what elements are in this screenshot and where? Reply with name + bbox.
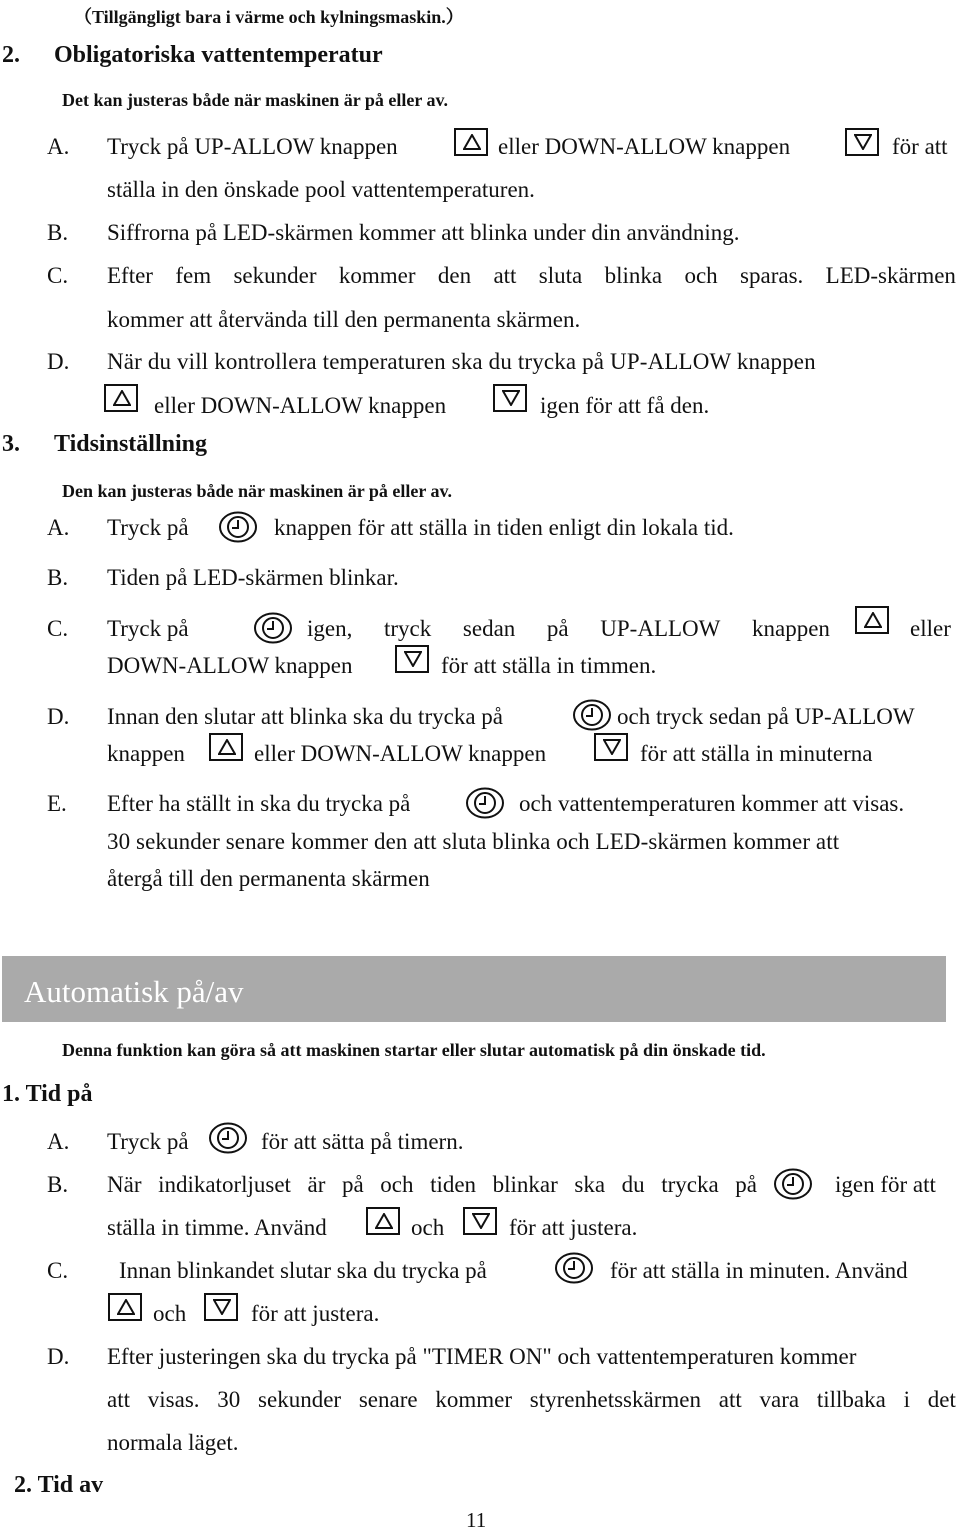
step-text: Innan den slutar att blinka ska du trycka på [107, 704, 503, 729]
step-label: D. [47, 1344, 70, 1369]
auto-intro: Denna funktion kan göra så att maskinen startar eller slutar automatisk på din önskade tid. [62, 1040, 766, 1060]
step-text: för att [892, 134, 948, 159]
step-text-justified: När indikatorljuset är på och tiden blinkar ska du trycka på [107, 1172, 757, 1197]
up-arrow-button-icon [108, 1293, 142, 1321]
step-text: normala läget. [107, 1430, 239, 1455]
step-text: 30 sekunder senare kommer den att sluta blinka och LED-skärmen kommer att [107, 829, 840, 854]
step-text: återgå till den permanenta skärmen [107, 866, 430, 891]
step-text: Tiden på LED-skärmen blinkar. [107, 565, 399, 590]
clock-button-icon [773, 1168, 813, 1200]
step-label: A. [47, 515, 70, 540]
up-arrow-button-icon [104, 384, 138, 412]
step-text: ställa in den önskade pool vattentemperaturen. [107, 177, 535, 202]
step-label: B. [47, 220, 69, 245]
step-text: Efter ha ställt in ska du trycka på [107, 791, 411, 816]
clock-button-icon [218, 511, 258, 543]
subsection-title: 1. Tid på [2, 1081, 93, 1107]
step-text: Efter justeringen ska du trycka på "TIMER ON" och vattentemperaturen kommer [107, 1344, 857, 1369]
step-text: och vattentemperaturen kommer att visas. [519, 791, 905, 816]
step-text: Tryck på [107, 1129, 189, 1154]
availability-note: （Tillgängligt bara i värme och kylningsmaskin.） [74, 7, 464, 27]
step-label: B. [47, 1172, 69, 1197]
step-text: eller [910, 616, 951, 641]
section-2-number: 2. [2, 42, 20, 68]
step-text: och [153, 1301, 187, 1326]
down-arrow-button-icon [204, 1293, 238, 1321]
step-text: för att ställa in minuten. Använd [610, 1258, 908, 1283]
step-text: DOWN-ALLOW knappen [107, 653, 353, 678]
step-text: för att sätta på timern. [261, 1129, 464, 1154]
page-number: 11 [466, 1508, 487, 1532]
clock-button-icon [465, 787, 505, 819]
step-text: kommer att återvända till den permanenta skärmen. [107, 307, 581, 332]
step-label: B. [47, 565, 69, 590]
down-arrow-button-icon [594, 733, 628, 761]
step-text: för att justera. [251, 1301, 380, 1326]
step-text: igen för att få den. [540, 393, 710, 418]
down-arrow-button-icon [845, 128, 879, 156]
step-text-justified: att visas. 30 sekunder senare kommer styrenhetsskärmen att vara tillbaka i det [107, 1387, 956, 1412]
clock-button-icon [572, 699, 612, 731]
step-label: C. [47, 1258, 69, 1283]
down-arrow-button-icon [493, 384, 527, 412]
step-text: knappen [107, 741, 185, 766]
step-text: Tryck på [107, 515, 189, 540]
step-text: för att justera. [509, 1215, 638, 1240]
step-text: Tryck på UP-ALLOW knappen [107, 134, 398, 159]
up-arrow-button-icon [855, 606, 889, 634]
step-text: för att ställa in timmen. [441, 653, 657, 678]
step-text: igen för att [835, 1172, 936, 1197]
section-2-title: Obligatoriska vattentemperatur [54, 42, 383, 68]
section-3-title: Tidsinställning [54, 431, 207, 457]
up-arrow-button-icon [209, 733, 243, 761]
down-arrow-button-icon [463, 1207, 497, 1235]
section-3-number: 3. [2, 431, 20, 457]
step-label: D. [47, 349, 70, 374]
step-text: och [411, 1215, 445, 1240]
step-text: ställa in timme. Använd [107, 1215, 327, 1240]
step-text: och tryck sedan på UP-ALLOW [617, 704, 915, 729]
section-3-intro: Den kan justeras både när maskinen är på eller av. [62, 481, 453, 501]
step-label: C. [47, 616, 69, 641]
step-text: När du vill kontrollera temperaturen ska du trycka på UP-ALLOW knappen [107, 349, 816, 374]
step-label: A. [47, 1129, 70, 1154]
up-arrow-button-icon [454, 128, 488, 156]
step-label: A. [47, 134, 70, 159]
step-text: Siffrorna på LED-skärmen kommer att blinka under din användning. [107, 220, 740, 245]
banner-title: Automatisk på/av [24, 974, 244, 1009]
step-label: E. [47, 791, 67, 816]
section-2-intro: Det kan justeras både när maskinen är på eller av. [62, 90, 449, 110]
step-label: C. [47, 263, 69, 288]
step-text-justified: Efter fem sekunder kommer den att sluta blinka och sparas. LED-skärmen [107, 263, 956, 288]
down-arrow-button-icon [395, 645, 429, 673]
step-text: knappen för att ställa in tiden enligt din lokala tid. [274, 515, 734, 540]
up-arrow-button-icon [366, 1207, 400, 1235]
step-text: för att ställa in minuterna [640, 741, 873, 766]
step-text: eller DOWN-ALLOW knappen [254, 741, 547, 766]
clock-button-icon [554, 1252, 594, 1284]
clock-button-icon [253, 612, 293, 644]
step-label: D. [47, 704, 70, 729]
section-banner [2, 956, 946, 1022]
step-text: Innan blinkandet slutar ska du trycka på [119, 1258, 487, 1283]
subsection-title: 2. Tid av [14, 1472, 104, 1498]
step-text: Tryck på [107, 616, 189, 641]
step-text: eller DOWN-ALLOW knappen [498, 134, 791, 159]
step-text: eller DOWN-ALLOW knappen [154, 393, 447, 418]
clock-button-icon [208, 1122, 248, 1154]
step-text-justified: igen, tryck sedan på UP-ALLOW knappen [307, 616, 830, 641]
